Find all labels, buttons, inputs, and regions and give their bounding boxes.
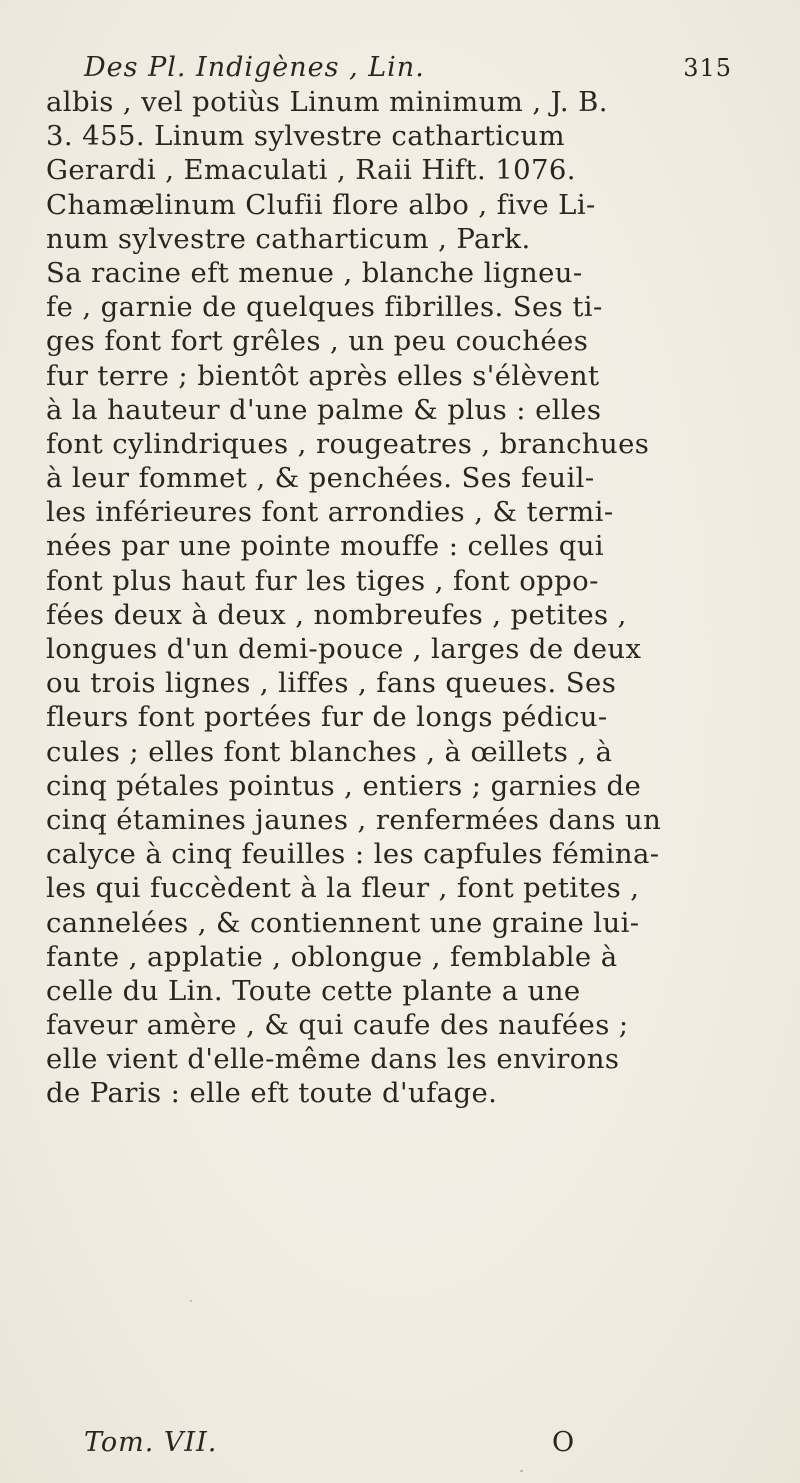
text-line: à la hauteur d'une palme & plus : elles (46, 393, 602, 426)
text-line: calyce à cinq feuilles : les capfules fémina- (46, 838, 660, 871)
volume-label: Tom. VII. (84, 1427, 218, 1458)
paper-speck (190, 1300, 192, 1302)
text-line: font plus haut fur les tiges , font oppo- (46, 564, 599, 597)
text-line: fante , applatie , oblongue , femblable à (46, 940, 618, 973)
text-line: ou trois lignes , liffes , fans queues. Ses (46, 667, 617, 700)
header-title: Des Pl. Indigènes , Lin. (84, 52, 425, 83)
text-line: les qui fuccèdent à la fleur , font petites , (46, 872, 640, 905)
text-line: fe , garnie de quelques fibrilles. Ses ti- (46, 291, 603, 324)
text-line: celle du Lin. Toute cette plante a une (46, 974, 581, 1007)
signature-mark: O (552, 1427, 575, 1458)
running-header (84, 50, 774, 86)
text-line: cannelées , & contiennent une graine lui- (46, 906, 640, 939)
page-footer (84, 1426, 744, 1460)
text-line: faveur amère , & qui caufe des naufées ; (46, 1009, 629, 1042)
text-line: de Paris : elle eft toute d'ufage. (46, 1077, 498, 1110)
text-line: fur terre ; bientôt après elles s'élèvent (46, 359, 600, 392)
text-line: Gerardi , Emaculati , Raii Hift. 1076. (46, 154, 576, 187)
text-line: fées deux à deux , nombreufes , petites , (46, 598, 627, 631)
text-line: les inférieures font arrondies , & termi- (46, 496, 614, 529)
text-line: cules ; elles font blanches , à œillets , à (46, 735, 613, 768)
text-line: nées par une pointe mouffe : celles qui (46, 530, 604, 563)
text-line: ges font fort grêles , un peu couchées (46, 325, 589, 358)
text-line: font cylindriques , rougeatres , branchues (46, 427, 650, 460)
text-line: cinq pétales pointus , entiers ; garnies de (46, 769, 642, 802)
text-line: fleurs font portées fur de longs pédicu- (46, 701, 608, 734)
text-line: 3. 455. Linum sylvestre catharticum (46, 120, 565, 153)
text-line: albis , vel potiùs Linum minimum , J. B. (46, 86, 608, 118)
text-line: Sa racine eft menue , blanche ligneu- (46, 256, 583, 289)
text-line: Chamælinum Clufii flore albo , five Li- (46, 188, 596, 221)
page-number: 315 (683, 54, 732, 82)
text-line: elle vient d'elle-même dans les environs (46, 1043, 620, 1076)
text-line: cinq étamines jaunes , renfermées dans un (46, 803, 662, 836)
body-text (46, 85, 766, 1111)
paper-speck (520, 1470, 523, 1472)
text-line: à leur fommet , & penchées. Ses feuil- (46, 462, 595, 495)
text-line: longues d'un demi-pouce , larges de deux (46, 633, 642, 665)
text-line: num sylvestre catharticum , Park. (46, 222, 531, 255)
